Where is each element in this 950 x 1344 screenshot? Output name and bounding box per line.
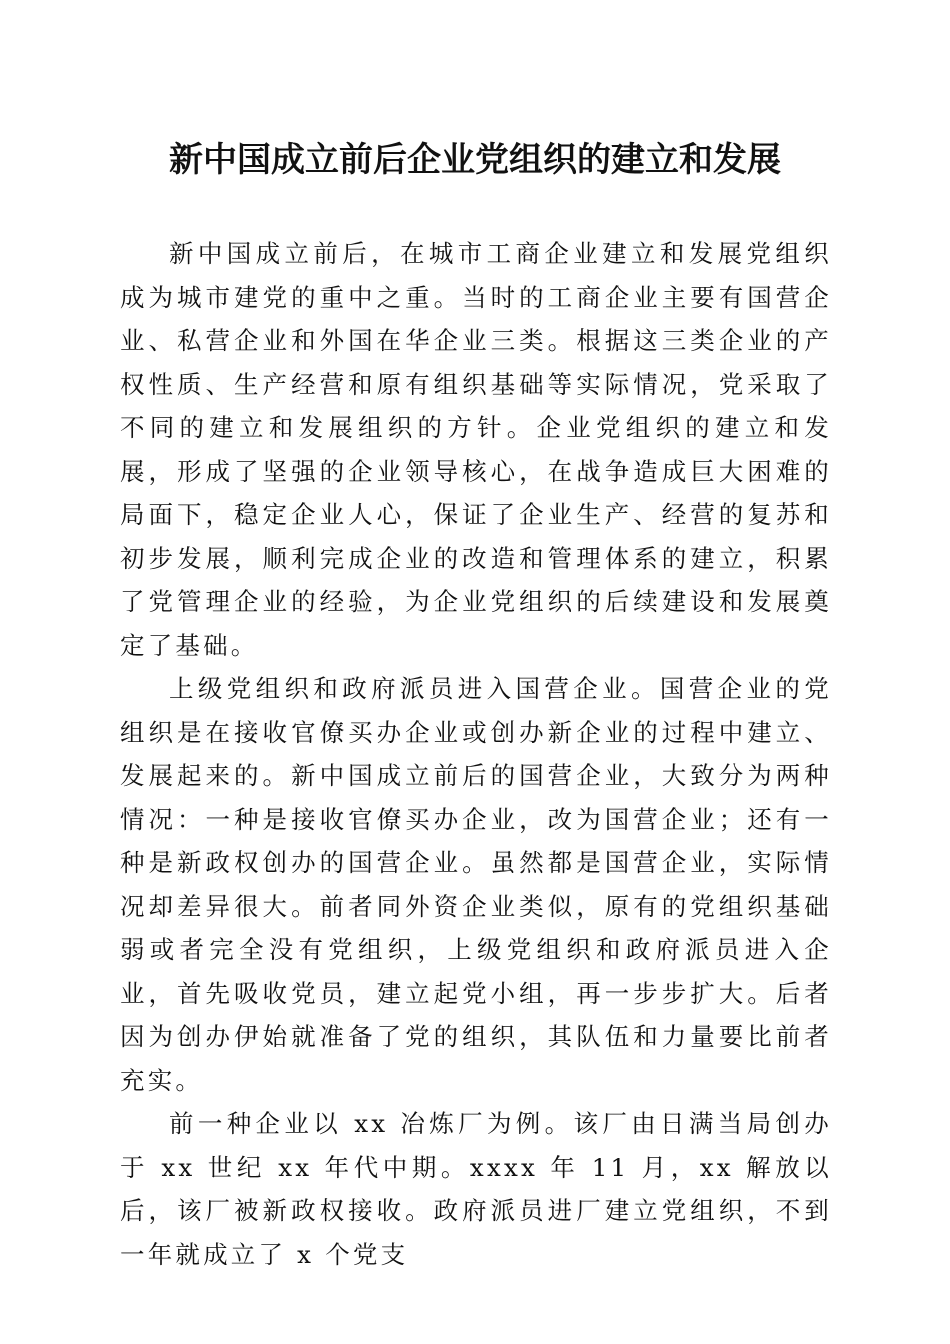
document-body [120, 232, 832, 1276]
paragraph-3: 前一种企业以 xx 冶炼厂为例。该厂由日满当局创办于 xx 世纪 xx 年代中期。xxxx 年 11 月，xx 解放以后，该厂被新政权接收。政府派员进厂建立党组织，不到一年就成立了 x 个党支 [120, 1109, 832, 1269]
document-title: 新中国成立前后企业党组织的建立和发展 [169, 140, 781, 180]
paragraph-2: 上级党组织和政府派员进入国营企业。国营企业的党组织是在接收官僚买办企业或创办新企业的过程中建立、发展起来的。新中国成立前后的国营企业，大致分为两种情况：一种是接收官僚买办企业，改为国营企业；还有一种是新政权创办的国营企业。虽然都是国营企业，实际情况却差异很大。前者同外资企业类似，原有的党组织基础弱或者完全没有党组织，上级党组织和政府派员进入企业，首先吸收党员，建立起党小组，再一步步扩大。后者因为创办伊始就准备了党的组织，其队伍和力量要比前者充实。 [120, 674, 832, 1095]
paragraph-1: 新中国成立前后，在城市工商企业建立和发展党组织成为城市建党的重中之重。当时的工商企业主要有国营企业、私营企业和外国在华企业三类。根据这三类企业的产权性质、生产经营和原有组织基础等实际情况，党采取了不同的建立和发展组织的方针。企业党组织的建立和发展，形成了坚强的企业领导核心，在战争造成巨大困难的局面下，稳定企业人心，保证了企业生产、经营的复苏和初步发展，顺利完成企业的改造和管理体系的建立，积累了党管理企业的经验，为企业党组织的后续建设和发展奠定了基础。 [120, 239, 832, 660]
